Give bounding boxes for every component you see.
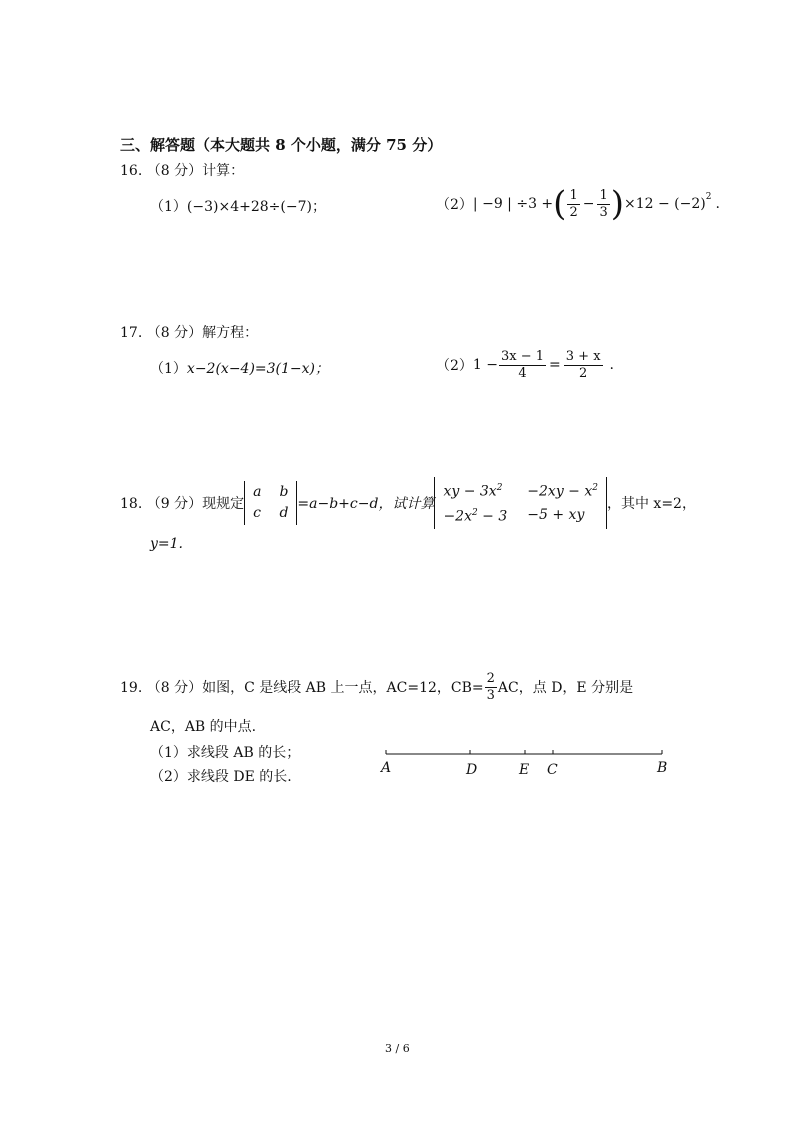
q18-definition: =a−b+c−d，试计算 (297, 496, 435, 512)
q18-tail: ，其中 x=2， (606, 496, 696, 512)
q17-frac1-den: 4 (518, 365, 527, 381)
q17-frac2-num: 3 + x (565, 348, 601, 364)
q16-frac1-den: 2 (569, 204, 578, 220)
q19-heading-tail: AC，点 D，E 分别是 (497, 680, 634, 696)
q16-frac1-num: 1 (569, 187, 578, 203)
left-paren-icon: ( (553, 184, 567, 224)
q16-part1 (150, 196, 326, 216)
q17-part2-label: （2） (436, 358, 473, 374)
q16-part2-post: ×12 − (−2) (624, 196, 706, 212)
q19-line2: AC，AB 的中点. (150, 719, 257, 735)
q17-frac1-num: 3x − 1 (501, 348, 545, 364)
point-label-d: D (466, 762, 478, 778)
det2-r1c1: xy − 3x (443, 484, 497, 500)
q19-heading: 19. （8 分）如图，C 是线段 AB 上一点，AC=12，CB= (120, 680, 484, 696)
q17-heading: 17. （8 分）解方程： (120, 325, 259, 341)
det2-r1c1-exp: 2 (496, 483, 503, 494)
q16-part1-label: （1） (150, 199, 187, 215)
q16-exponent: 2 (705, 192, 712, 202)
det2-r2c1-exp: 2 (472, 508, 478, 518)
det2-r2c2: −5 + xy (527, 506, 585, 523)
point-label-a: A (381, 760, 392, 776)
q19-frac (485, 671, 497, 704)
q17-part2-end: . (609, 357, 614, 373)
q16-part2 (436, 182, 720, 226)
section-title: 三、解答题（本大题共 8 个小题，满分 75 分） (120, 136, 443, 154)
right-paren-icon: ) (610, 184, 624, 224)
det2-r1c2-exp: 2 (592, 483, 598, 494)
segment-figure (380, 746, 670, 762)
det-a: a (253, 484, 262, 500)
det-c: c (253, 505, 261, 521)
point-label-b: B (657, 760, 668, 776)
q16-frac2-den: 3 (599, 204, 608, 220)
q16-heading: 16. （8 分）计算： (120, 163, 245, 179)
q16-part2-label: （2） (436, 197, 473, 213)
q18-det-compute (434, 477, 607, 528)
q16-frac1 (567, 188, 579, 221)
q17-frac1 (499, 349, 546, 382)
q17-frac2-den: 2 (579, 365, 588, 381)
point-label-c: C (547, 762, 558, 778)
q16-part1-expr: (−3)×4+28÷(−7)； (186, 199, 326, 215)
det2-r2c1-tail: − 3 (477, 508, 508, 525)
point-label-e: E (519, 762, 530, 778)
q17-eq: = (549, 357, 561, 373)
q17-part1-expr: x−2(x−4)=3(1−x)； (186, 361, 330, 377)
q18-line2: y=1. (150, 536, 183, 552)
q16-frac2 (597, 188, 609, 221)
q19-frac-den: 3 (486, 687, 495, 703)
q17-part2-pre: 1 − (472, 357, 499, 373)
q17-part1 (150, 358, 329, 378)
q16-frac2-num: 1 (599, 187, 608, 203)
page-number: 3 / 6 (385, 1042, 410, 1055)
q18-det-definition (244, 481, 297, 525)
q19-frac-num: 2 (486, 670, 495, 686)
q18-heading: 18. （9 分）现规定 (120, 496, 245, 512)
q19-line1 (120, 666, 633, 708)
det-d: d (279, 505, 289, 521)
q16-part2-end: . (715, 196, 720, 212)
q16-minus: − (582, 196, 595, 212)
q19-part2: （2）求线段 DE 的长. (150, 769, 292, 785)
q17-part1-label: （1） (150, 361, 187, 377)
q17-part2 (436, 344, 614, 386)
det2-r1c2: −2xy − x (527, 484, 593, 500)
det2-r2c1: −2x (443, 508, 472, 525)
q18-line1 (120, 478, 696, 528)
det-b: b (279, 484, 289, 500)
q19-part1: （1）求线段 AB 的长； (150, 745, 301, 761)
q17-frac2 (564, 349, 603, 382)
q16-part2-pre: | −9 | ÷3 + (472, 196, 554, 212)
